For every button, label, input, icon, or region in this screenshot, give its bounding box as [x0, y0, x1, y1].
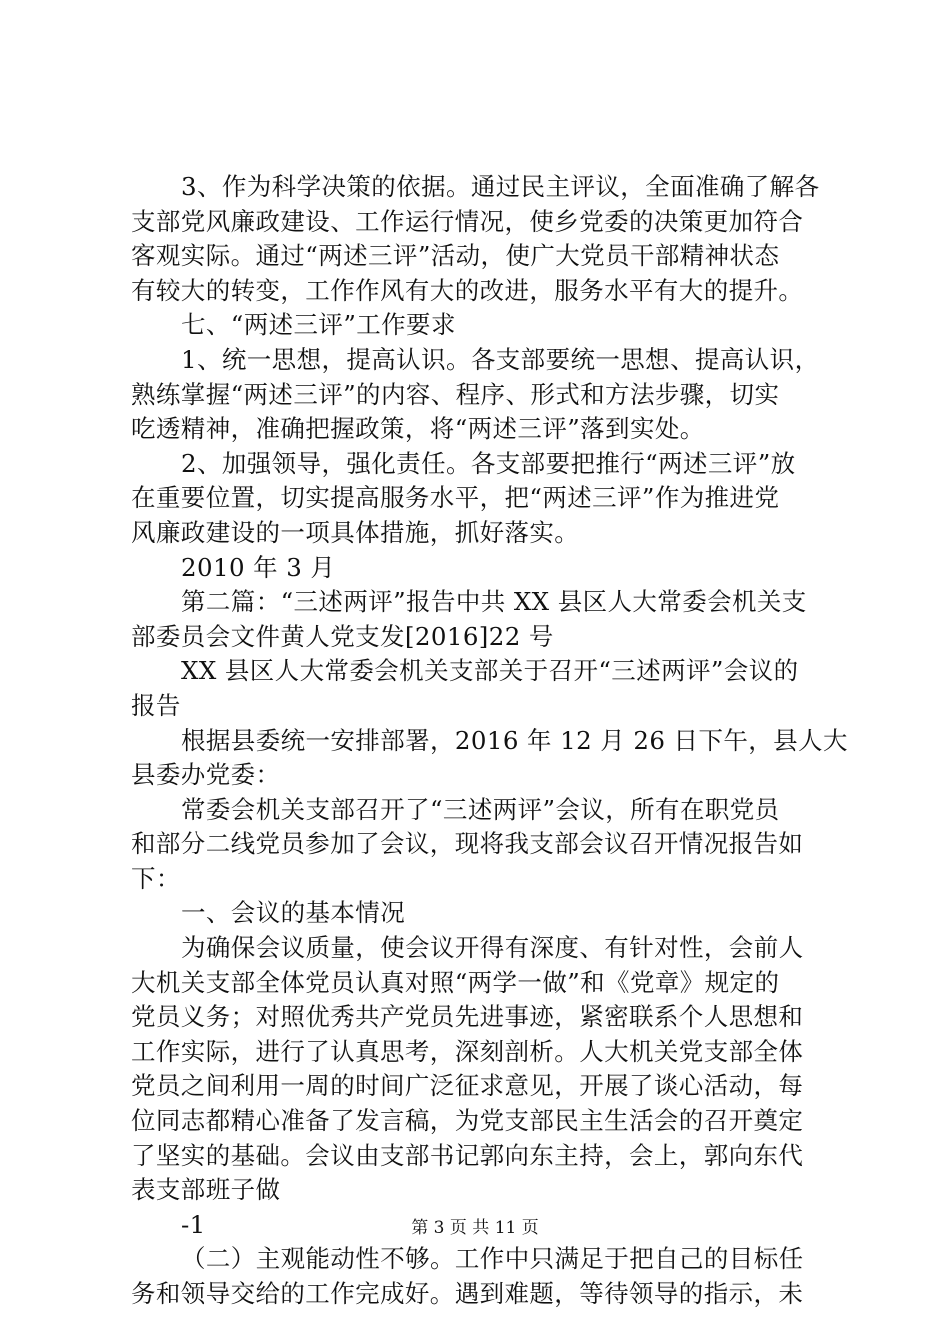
date-line: 2010 年 3 月 [181, 552, 336, 582]
document-body [131, 170, 848, 1312]
page-footer [0, 1216, 950, 1240]
text-line: 部委员会文件黄人党支发[2016]22 号 [131, 621, 554, 651]
text-line: 3、作为科学决策的依据。通过民主评议，全面准确了解各 [181, 172, 820, 201]
section-heading: 一、会议的基本情况 [181, 898, 406, 928]
text-line: 风廉政建设的一项具体措施，抓好落实。 [131, 517, 580, 547]
text-line: 党员之间利用一周的时间广泛征求意见，开展了谈心活动，每 [131, 1071, 804, 1101]
text-line: 1、统一思想，提高认识。各支部要统一思想、提高认识， [181, 344, 820, 374]
text-line: 支部党风廉政建设、工作运行情况，使乡党委的决策更加符合 [131, 206, 804, 236]
text-line: 第二篇：“三述两评”报告中共 XX 县区人大常委会机关支 [181, 587, 807, 617]
text-line: 位同志都精心准备了发言稿，为党支部民主生活会的召开奠定 [131, 1106, 804, 1136]
text-line: 工作实际，进行了认真思考，深刻剖析。人大机关党支部全体 [131, 1036, 804, 1066]
text-line: 有较大的转变，工作作风有大的改进，服务水平有大的提升。 [131, 275, 804, 305]
text-line: 熟练掌握“两述三评”的内容、程序、形式和方法步骤，切实 [131, 379, 780, 409]
text-line: XX 县区人大常委会机关支部关于召开“三述两评”会议的 [181, 656, 799, 686]
text-line: 吃透精神，准确把握政策，将“两述三评”落到实处。 [131, 414, 705, 444]
text-line: 常委会机关支部召开了“三述两评”会议，所有在职党员 [181, 794, 780, 824]
text-line: 根据县委统一安排部署，2016 年 12 月 26 日下午，县人大 [181, 725, 848, 755]
text-line: 客观实际。通过“两述三评”活动，使广大党员干部精神状态 [131, 241, 780, 271]
inline-page-marker: -1 [181, 1209, 206, 1239]
text-line: 了坚实的基础。会议由支部书记郭向东主持，会上，郭向东代 [131, 1140, 804, 1170]
text-line: 表支部班子做 [131, 1175, 281, 1205]
text-line: 2、加强领导，强化责任。各支部要把推行“两述三评”放 [181, 448, 796, 478]
text-line: 和部分二线党员参加了会议，现将我支部会议召开情况报告如 [131, 829, 804, 859]
text-line: 报告 [131, 690, 181, 720]
text-line: 务和领导交给的工作完成好。遇到难题，等待领导的指示，未 [131, 1279, 804, 1308]
text-line: 在重要位置，切实提高服务水平，把“两述三评”作为推进党 [131, 483, 780, 513]
text-line: 下： [131, 863, 181, 893]
text-line: 为确保会议质量，使会议开得有深度、有针对性，会前人 [181, 933, 804, 963]
page-number-label: 第 3 页 共 11 页 [411, 1218, 539, 1238]
section-heading: 七、“两述三评”工作要求 [181, 310, 456, 340]
text-line: （二）主观能动性不够。工作中只满足于把自己的目标任 [181, 1244, 804, 1274]
text-line: 党员义务；对照优秀共产党员先进事迹，紧密联系个人思想和 [131, 1002, 804, 1032]
text-line: 县委办党委： [131, 760, 281, 790]
text-line: 大机关支部全体党员认真对照“两学一做”和《党章》规定的 [131, 967, 780, 997]
